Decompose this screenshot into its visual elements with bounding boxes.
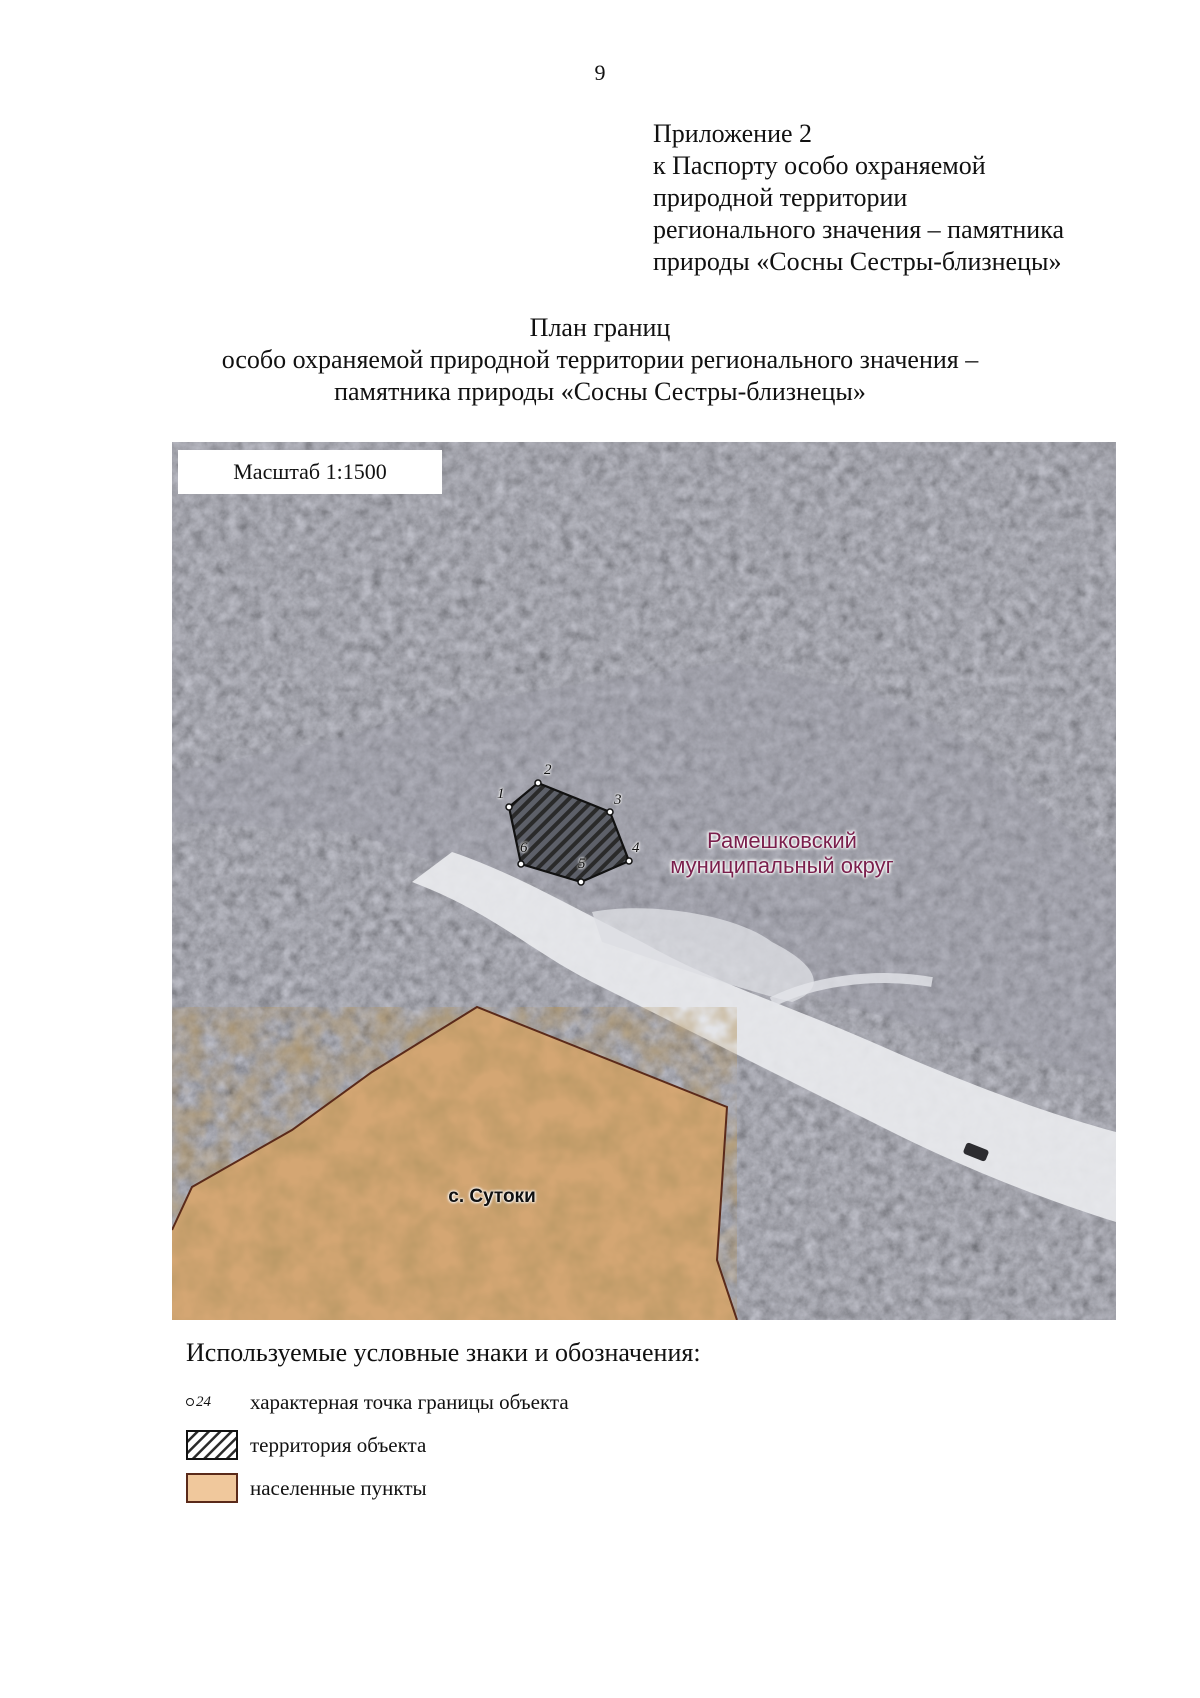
legend-item-label: населенные пункты (250, 1475, 427, 1500)
legend-item-territory (186, 1429, 426, 1461)
appendix-line: к Паспорту особо охраняемой (653, 151, 986, 180)
district-label (632, 828, 932, 878)
appendix-line: природы «Сосны Сестры-близнецы» (653, 247, 1062, 276)
boundary-point-label: 1 (497, 786, 505, 802)
district-label-line: Рамешковский (707, 828, 857, 853)
boundary-point (535, 780, 541, 786)
legend-item-settlement (186, 1472, 427, 1504)
boundary-point-icon (186, 1394, 238, 1411)
legend-point-sample: 24 (196, 1393, 211, 1410)
plan-title-line: План границ (529, 313, 671, 342)
boundary-point-label: 6 (520, 840, 528, 856)
boundary-point (518, 861, 524, 867)
settlement-swatch-icon (186, 1473, 238, 1503)
legend-item-label: характерная точка границы объекта (250, 1389, 569, 1414)
plan-title (0, 312, 1200, 408)
boundary-point-label: 2 (544, 762, 552, 778)
boundary-point (578, 879, 584, 885)
boundary-point-label: 3 (614, 792, 622, 808)
plan-title-line: особо охраняемой природной территории регионального значения – (221, 345, 979, 374)
plan-title-line: памятника природы «Сосны Сестры-близнецы» (334, 377, 866, 406)
map-frame (172, 442, 1116, 1320)
appendix-line: регионального значения – памятника (653, 215, 1064, 244)
legend-item-label: территория объекта (250, 1432, 427, 1457)
map-scale: Масштаб 1:1500 (178, 450, 442, 494)
legend-item-boundary-point (186, 1386, 569, 1418)
boundary-point (607, 809, 613, 815)
appendix-header (653, 118, 1173, 278)
satellite-map (172, 442, 1116, 1320)
appendix-line: Приложение 2 (653, 119, 813, 148)
hatch-swatch-icon (186, 1430, 238, 1460)
district-label-line: муниципальный округ (670, 853, 894, 878)
boundary-point-label: 4 (632, 840, 640, 856)
page-number: 9 (594, 60, 606, 85)
appendix-line: природной территории (653, 183, 908, 212)
legend-title: Используемые условные знаки и обозначения: (186, 1338, 701, 1367)
boundary-point (506, 804, 512, 810)
boundary-point-label: 5 (578, 856, 586, 872)
village-label: с. Сутоки (448, 1186, 536, 1207)
